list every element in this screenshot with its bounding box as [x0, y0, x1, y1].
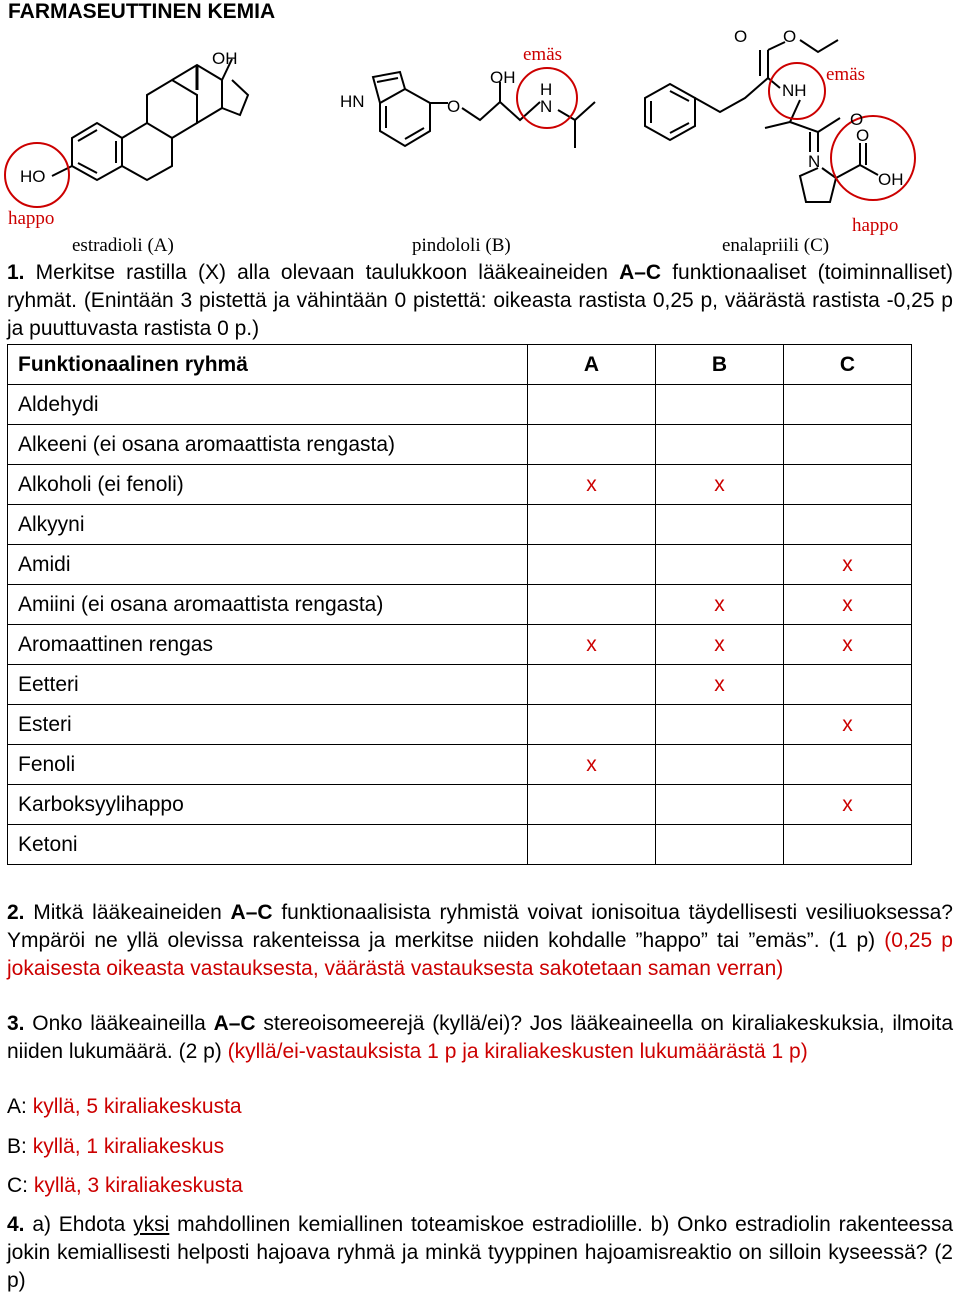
- atom-label-ho: HO: [20, 167, 46, 186]
- question-2-number: 2.: [7, 901, 25, 924]
- question-1-text: Merkitse rastilla (X) alla olevaan taulukkoon lääkeaineiden: [35, 261, 608, 284]
- table-row: [8, 585, 912, 625]
- mark-cell: [784, 465, 912, 505]
- mark-cell: [784, 505, 912, 545]
- row-label: Esteri: [8, 705, 528, 745]
- row-label: Eetteri: [8, 665, 528, 705]
- answer-b-label: B:: [7, 1135, 27, 1158]
- row-label: Aromaattinen rengas: [8, 625, 528, 665]
- mark-cell: [656, 745, 784, 785]
- atom-label-n: N: [540, 97, 553, 116]
- atom-label-nh: NH: [782, 81, 807, 100]
- mark-cell: x: [656, 465, 784, 505]
- row-label: Fenoli: [8, 745, 528, 785]
- row-label: Alkoholi (ei fenoli): [8, 465, 528, 505]
- mark-cell: [656, 785, 784, 825]
- atom-label-o-ether: O: [447, 97, 461, 116]
- atom-label-oh-mid: OH: [490, 68, 516, 87]
- functional-groups-table: [7, 344, 912, 865]
- question-1-number: 1.: [7, 261, 25, 284]
- mark-cell: [784, 665, 912, 705]
- question-4: [7, 1211, 953, 1295]
- mark-cell: x: [784, 545, 912, 585]
- mark-cell: x: [656, 625, 784, 665]
- mark-cell: [528, 425, 656, 465]
- mark-cell: [656, 705, 784, 745]
- mark-cell: [528, 585, 656, 625]
- question-4-text: a) Ehdota: [32, 1213, 126, 1236]
- table-row: [8, 545, 912, 585]
- caption-enalapriili: enalapriili (C): [722, 235, 830, 256]
- mark-cell: x: [784, 705, 912, 745]
- annotation-happo-c: happo: [852, 215, 899, 236]
- atom-label-o1: O: [734, 27, 748, 46]
- table-row: [8, 625, 912, 665]
- table-header-row: [8, 345, 912, 385]
- mark-cell: [528, 825, 656, 865]
- question-3: [7, 1010, 953, 1066]
- mark-cell: [784, 825, 912, 865]
- mark-cell: x: [784, 625, 912, 665]
- header-functional-group: Funktionaalinen ryhmä: [8, 345, 528, 385]
- question-3-bold: A–C: [213, 1012, 256, 1035]
- page-title: FARMASEUTTINEN KEMIA: [8, 0, 276, 23]
- answer-b-text: kyllä, 1 kiraliakeskus: [32, 1135, 225, 1158]
- question-3-number: 3.: [7, 1012, 25, 1035]
- row-label: Alkyyni: [8, 505, 528, 545]
- answer-c: [7, 1172, 243, 1200]
- row-label: Alkeeni (ei osana aromaattista rengasta): [8, 425, 528, 465]
- question-1: [7, 259, 953, 343]
- mark-cell: [656, 505, 784, 545]
- answer-a: [7, 1093, 242, 1121]
- header-col-b: B: [656, 345, 784, 385]
- question-3-text: Onko lääkeaineilla: [32, 1012, 206, 1035]
- chemical-structures: [0, 22, 960, 262]
- mark-cell: [656, 825, 784, 865]
- table-row: [8, 505, 912, 545]
- mark-cell: [656, 545, 784, 585]
- answer-c-text: kyllä, 3 kiraliakeskusta: [33, 1174, 243, 1197]
- question-4-text2: mahdollinen kemiallinen toteamiskoe estradiolille. b) Onko estradiolin rakenteessa jokin kemiallisesti helposti hajoava ryhmä ja minkä tyyppinen hajoamisreaktio on silloin kyseessä? (2 p): [7, 1213, 954, 1292]
- table-row: [8, 665, 912, 705]
- atom-label-o2: O: [783, 27, 797, 46]
- table-row: [8, 705, 912, 745]
- table-row: [8, 385, 912, 425]
- row-label: Amiini (ei osana aromaattista rengasta): [8, 585, 528, 625]
- question-2-bold: A–C: [230, 901, 273, 924]
- mark-cell: [656, 425, 784, 465]
- answer-b: [7, 1133, 224, 1161]
- row-label: Amidi: [8, 545, 528, 585]
- mark-cell: [528, 385, 656, 425]
- row-label: Ketoni: [8, 825, 528, 865]
- question-3-text2: stereoisomeerejä (kyllä/ei)? Jos lääkeaineella on kiraliakeskuksia, ilmoita niiden lukumäärä. (2 p): [7, 1012, 954, 1063]
- mark-cell: [528, 545, 656, 585]
- mark-cell: x: [656, 585, 784, 625]
- row-label: Aldehydi: [8, 385, 528, 425]
- answer-c-label: C:: [7, 1174, 28, 1197]
- mark-cell: [784, 385, 912, 425]
- table-row: [8, 785, 912, 825]
- mark-cell: x: [528, 465, 656, 505]
- mark-cell: [784, 425, 912, 465]
- header-col-c: C: [784, 345, 912, 385]
- header-col-a: A: [528, 345, 656, 385]
- atom-label-oh-acid: OH: [878, 170, 904, 189]
- annotation-emas-b: emäs: [523, 44, 563, 65]
- question-4-number: 4.: [7, 1213, 25, 1236]
- mark-cell: x: [656, 665, 784, 705]
- atom-label-n2: N: [808, 152, 821, 171]
- question-2: [7, 899, 953, 983]
- atom-label-o3: O: [850, 110, 864, 129]
- answer-a-text: kyllä, 5 kiraliakeskusta: [32, 1095, 242, 1118]
- atom-label-oh-top: OH: [212, 49, 238, 68]
- question-3-scoring: (kyllä/ei-vastauksista 1 p ja kiraliakeskusten lukumäärästä 1 p): [227, 1040, 808, 1063]
- mark-cell: [656, 385, 784, 425]
- mark-cell: x: [784, 585, 912, 625]
- mark-cell: [784, 745, 912, 785]
- question-4-underline: yksi: [133, 1213, 170, 1236]
- question-2-scoring: (0,25 p jokaisesta oikeasta vastauksesta, väärästä vastauksesta sakotetaan saman verran): [7, 929, 953, 980]
- annotation-emas-c: emäs: [826, 64, 866, 85]
- annotation-happo-a: happo: [8, 208, 55, 229]
- mark-cell: x: [784, 785, 912, 825]
- table-row: [8, 425, 912, 465]
- table-row: [8, 465, 912, 505]
- table-row: [8, 825, 912, 865]
- table-row: [8, 745, 912, 785]
- atom-label-h: H: [540, 80, 553, 99]
- row-label: Karboksyylihappo: [8, 785, 528, 825]
- question-1-text2: funktionaaliset (toiminnalliset) ryhmät. (Enintään 3 pistettä ja vähintään 0 pistettä: oikeasta rastista 0,25 p, väärästä rastista -0,25 p ja puuttuvasta rastista 0 p.): [7, 261, 953, 340]
- caption-estradioli: estradioli (A): [72, 235, 174, 256]
- caption-pindololi: pindololi (B): [412, 235, 511, 256]
- atom-label-o4: O: [856, 126, 870, 145]
- question-2-text2: funktionaalisista ryhmistä voivat ionisoitua täydellisesti vesiliuoksessa? Ympäröi ne yllä olevissa rakenteissa ja merkitse niiden kohdalle ”happo” tai ”emäs”. (1 p): [7, 901, 953, 952]
- mark-cell: [528, 665, 656, 705]
- atom-label-hn: HN: [340, 92, 365, 111]
- mark-cell: x: [528, 625, 656, 665]
- mark-cell: [528, 785, 656, 825]
- question-2-text: Mitkä lääkeaineiden: [33, 901, 222, 924]
- mark-cell: [528, 705, 656, 745]
- mark-cell: [528, 505, 656, 545]
- answer-a-label: A:: [7, 1095, 27, 1118]
- mark-cell: x: [528, 745, 656, 785]
- question-1-bold: A–C: [619, 261, 662, 284]
